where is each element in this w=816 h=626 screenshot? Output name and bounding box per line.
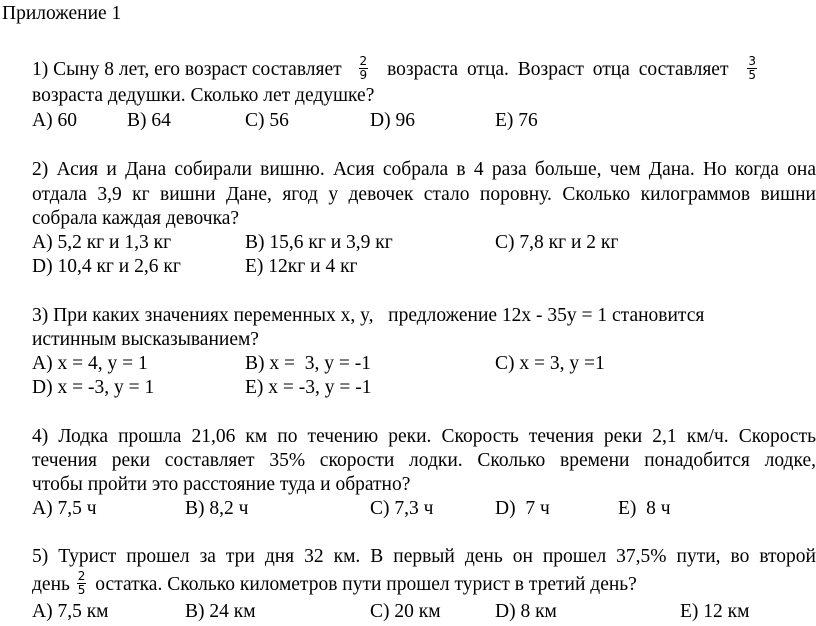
problem-5-option-e: E) 12 км [680, 601, 750, 622]
problem-3-option-e: E) x = -3, y = -1 [245, 377, 372, 398]
problem-4-option-c: C) 7,3 ч [370, 498, 434, 519]
problem-5-text-b: остатка. Сколько километров пути прошел турист в третий день? [95, 573, 637, 595]
problem-4-option-b: B) 8,2 ч [185, 498, 249, 519]
fraction-two-fifths: $\frac{2}{5}$ [77, 569, 86, 597]
problem-3-option-d: D) x = -3, y = 1 [32, 377, 155, 398]
problem-2-option-c: C) 7,8 кг и 2 кг [495, 232, 619, 253]
problem-3-option-b: B) x = 3, y = -1 [245, 353, 371, 374]
problem-3-line-2: истинным высказыванием? [32, 329, 259, 350]
problem-4-line-1: 4) Лодка прошла 21,06 км по течению реки. Скорость течения реки 2,1 км/ч. Скорость [32, 426, 816, 447]
fraction-two-ninths: $\frac{2}{9}$ [359, 54, 368, 82]
problem-5-text-a: день [32, 573, 70, 595]
problem-5-line-1: 5) Турист прошел за три дня 32 км. В первый день он прошел 37,5% пути, во второй [32, 546, 816, 567]
problem-5-line-2 [32, 569, 637, 599]
problem-5-option-c: C) 20 км [370, 601, 441, 622]
problem-1-option-a: A) 60 [32, 110, 77, 131]
problem-3-line-1: 3) При каких значениях переменных x, y, предложение 12x - 35y = 1 становится [32, 305, 705, 326]
problem-4-option-d: D) 7 ч [495, 498, 550, 519]
problem-2-option-a: A) 5,2 кг и 1,3 кг [32, 232, 172, 253]
fraction-three-fifths: $\frac{3}{5}$ [748, 54, 756, 82]
problem-2-option-d: D) 10,4 кг и 2,6 кг [32, 256, 181, 277]
problem-2-option-b: B) 15,6 кг и 3,9 кг [245, 232, 393, 253]
appendix-heading: Приложение 1 [2, 3, 122, 24]
problem-1-text-b: возраста отца. Возраст отца составляет [387, 58, 729, 80]
problem-4-option-e: E) 8 ч [618, 498, 671, 519]
problem-4-line-3: чтобы пройти это расстояние туда и обратно? [32, 474, 411, 495]
problem-5-option-b: B) 24 км [185, 601, 256, 622]
problem-1-option-d: D) 96 [370, 110, 415, 131]
problem-2-line-3: собрала каждая девочка? [32, 208, 240, 229]
problem-4-option-a: A) 7,5 ч [32, 498, 97, 519]
problem-5-option-d: D) 8 км [495, 601, 557, 622]
problem-1-line-2: возраста дедушки. Сколько лет дедушке? [32, 85, 375, 106]
problem-5-option-a: A) 7,5 км [32, 601, 109, 622]
problem-2-line-2: отдала 3,9 кг вишни Дане, ягод у девочек стало поровну. Сколько килограммов вишни [32, 184, 816, 205]
problem-1-line-1 [32, 54, 761, 84]
problem-4-line-2: течения реки составляет 35% скорости лодки. Сколько времени понадобится лодке, [32, 450, 816, 471]
problem-1-option-e: E) 76 [495, 110, 538, 131]
problem-1-text-a: 1) Сыну 8 лет, его возраст составляет [32, 58, 342, 80]
problem-2-option-e: E) 12кг и 4 кг [245, 256, 358, 277]
problem-1-option-b: B) 64 [127, 110, 171, 131]
problem-3-option-c: C) x = 3, y =1 [495, 353, 605, 374]
problem-1-option-c: C) 56 [245, 110, 289, 131]
problem-3-option-a: A) x = 4, y = 1 [32, 353, 148, 374]
problem-2-line-1: 2) Асия и Дана собирали вишню. Асия собрала в 4 раза больше, чем Дана. Но когда она [32, 159, 816, 180]
